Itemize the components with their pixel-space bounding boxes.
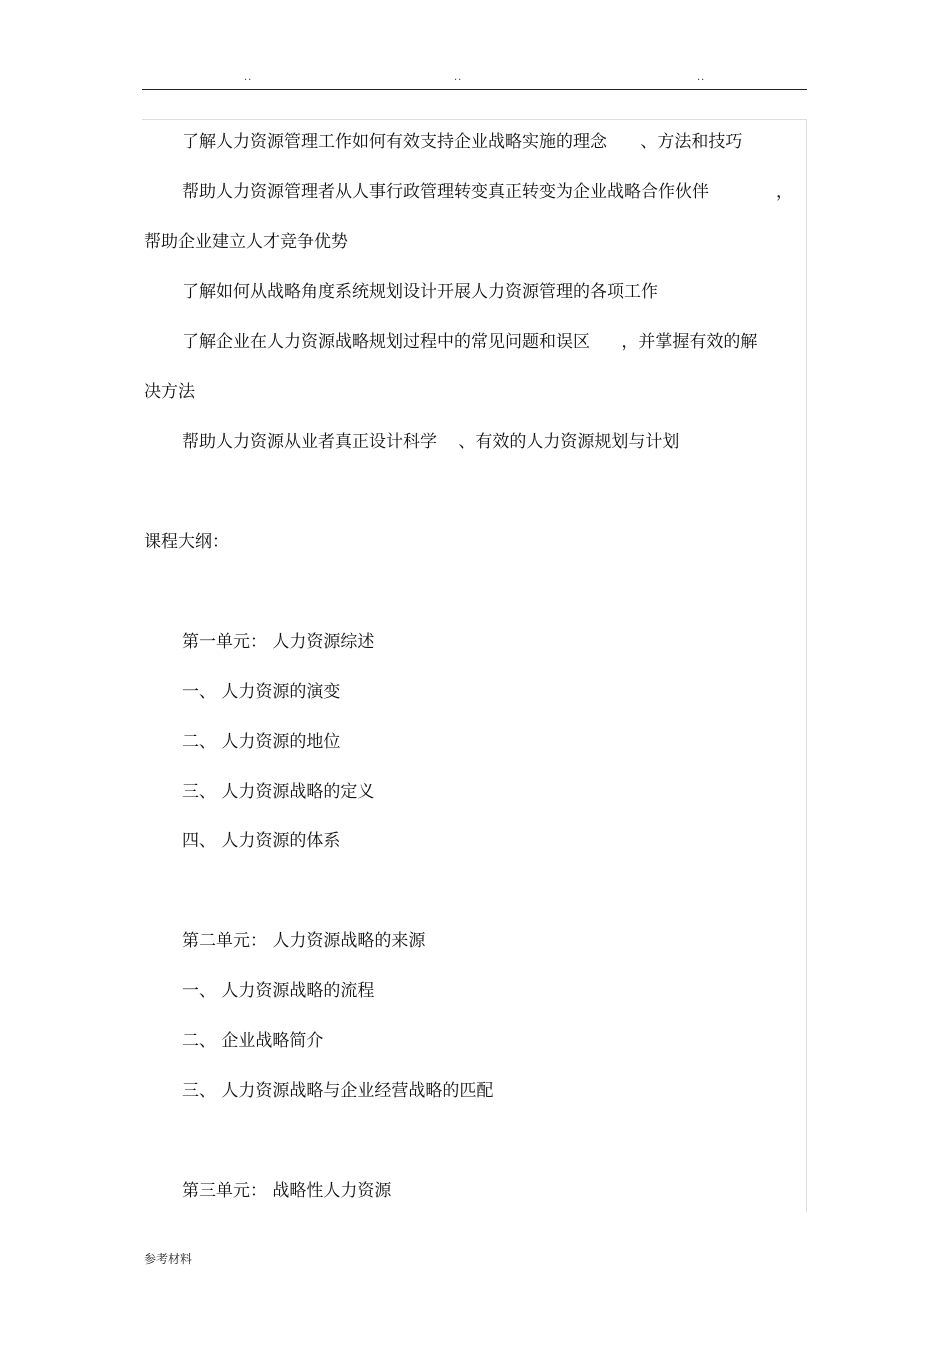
objective-4-continued: 决方法 — [144, 382, 195, 402]
outline-heading: 课程大纲： — [144, 532, 229, 552]
page-header — [0, 70, 950, 86]
objective-text: 了解企业在人力资源战略规划过程中的常见问题和误区 — [182, 332, 590, 352]
unit-title: 第一单元： 人力资源综述 — [182, 632, 375, 652]
unit-item: 二、 人力资源的地位 — [182, 732, 341, 752]
objective-2 — [182, 180, 709, 204]
objective-tail: ， — [776, 182, 793, 202]
header-mark: .. — [697, 72, 706, 83]
objective-1 — [182, 130, 742, 154]
objective-text: 帮助人力资源从业者真正设计科学 — [182, 432, 437, 452]
unit-item: 三、 人力资源战略与企业经营战略的匹配 — [182, 1081, 494, 1101]
unit-item: 二、 企业战略简介 — [182, 1031, 324, 1051]
header-mark: .. — [244, 72, 253, 83]
unit-title: 第二单元： 人力资源战略的来源 — [182, 931, 426, 951]
objective-tail: ，并掌握有效的解 — [621, 332, 758, 352]
objective-3: 了解如何从战略角度系统规划设计开展人力资源管理的各项工作 — [182, 282, 658, 302]
objective-tail: 、有效的人力资源规划与计划 — [458, 432, 680, 452]
unit-item: 四、 人力资源的体系 — [182, 831, 341, 851]
unit-title: 第三单元： 战略性人力资源 — [182, 1181, 392, 1201]
page-footer: 参考材料 — [144, 1252, 193, 1266]
objective-text: 了解人力资源管理工作如何有效支持企业战略实施的理念 — [182, 132, 607, 152]
unit-item: 一、 人力资源的演变 — [182, 682, 341, 702]
objective-text: 帮助人力资源管理者从人事行政管理转变真正转变为企业战略合作伙伴 — [182, 182, 709, 202]
header-mark: .. — [454, 72, 463, 83]
unit-item: 一、 人力资源战略的流程 — [182, 981, 375, 1001]
unit-item: 三、 人力资源战略的定义 — [182, 782, 375, 802]
header-rule — [142, 89, 807, 90]
objective-2-continued: 帮助企业建立人才竞争优势 — [144, 232, 348, 252]
objective-tail: 、方法和技巧 — [640, 132, 743, 152]
objective-5 — [182, 430, 679, 454]
objective-4 — [182, 330, 757, 354]
